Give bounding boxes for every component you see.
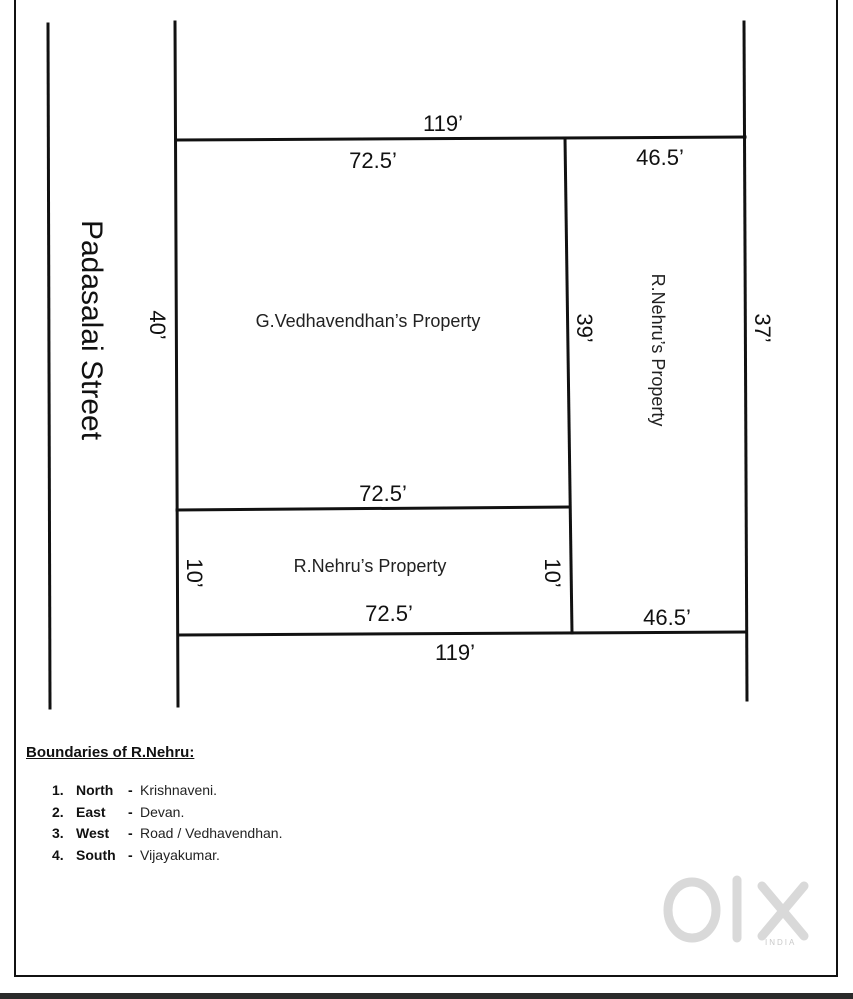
dim-middle-horizontal: 72.5’ — [359, 481, 407, 506]
dim-lower-left: 10’ — [182, 558, 207, 588]
boundary-number: 1. — [52, 782, 64, 798]
boundary-item-east — [52, 804, 282, 826]
boundary-direction: North — [76, 782, 114, 798]
dim-bottom-left: 72.5’ — [365, 601, 413, 626]
nehru-bottom-property-label: R.Nehru’s Property — [293, 556, 447, 576]
dim-top-left: 72.5’ — [349, 148, 397, 173]
street-label: Padasalai Street — [75, 219, 108, 441]
nehru-right-property-label: R.Nehru’s Property — [648, 273, 668, 427]
boundary-item-south — [52, 847, 282, 869]
boundary-number: 4. — [52, 846, 64, 863]
boundary-neighbor: Vijayakumar. — [140, 846, 220, 863]
dim-top-right: 46.5’ — [636, 145, 684, 170]
boundary-dash: - — [128, 782, 133, 798]
boundaries-title: Boundaries of R.Nehru: — [26, 744, 195, 761]
west-boundary-line — [175, 22, 178, 706]
boundary-direction: South — [76, 846, 116, 863]
dim-left-main: 40’ — [145, 310, 170, 340]
boundary-item-west — [52, 825, 282, 847]
dim-right-vertical: 37’ — [750, 313, 775, 343]
divider-vertical-line — [565, 138, 572, 633]
dim-bottom-total: 119’ — [435, 640, 475, 665]
boundary-dash: - — [128, 825, 133, 841]
dim-mid-vertical: 39’ — [572, 313, 597, 343]
boundary-number: 2. — [52, 803, 64, 820]
dim-lower-right: 10’ — [540, 558, 565, 588]
boundary-direction: East — [76, 803, 106, 820]
vedhavendhan-property-label: G.Vedhavendhan’s Property — [255, 311, 481, 331]
boundary-dash: - — [128, 846, 133, 863]
dim-top-total: 119’ — [423, 111, 463, 136]
boundaries-list — [52, 782, 282, 868]
boundary-item-north — [52, 782, 282, 804]
boundary-direction: West — [76, 825, 110, 841]
mid-boundary-line — [177, 507, 569, 510]
boundary-dash: - — [128, 803, 133, 820]
bottom-boundary-line — [178, 632, 746, 635]
boundary-neighbor: Krishnaveni. — [140, 782, 218, 798]
top-boundary-line — [176, 137, 745, 140]
street-edge-line — [48, 24, 50, 708]
boundary-neighbor: Road / Vedhavendhan. — [140, 825, 283, 841]
boundary-number: 3. — [52, 825, 64, 841]
east-boundary-line — [744, 22, 747, 700]
boundary-neighbor: Devan. — [140, 803, 185, 820]
watermark-region: INDIA — [765, 938, 797, 947]
dim-bottom-right: 46.5’ — [643, 605, 691, 630]
